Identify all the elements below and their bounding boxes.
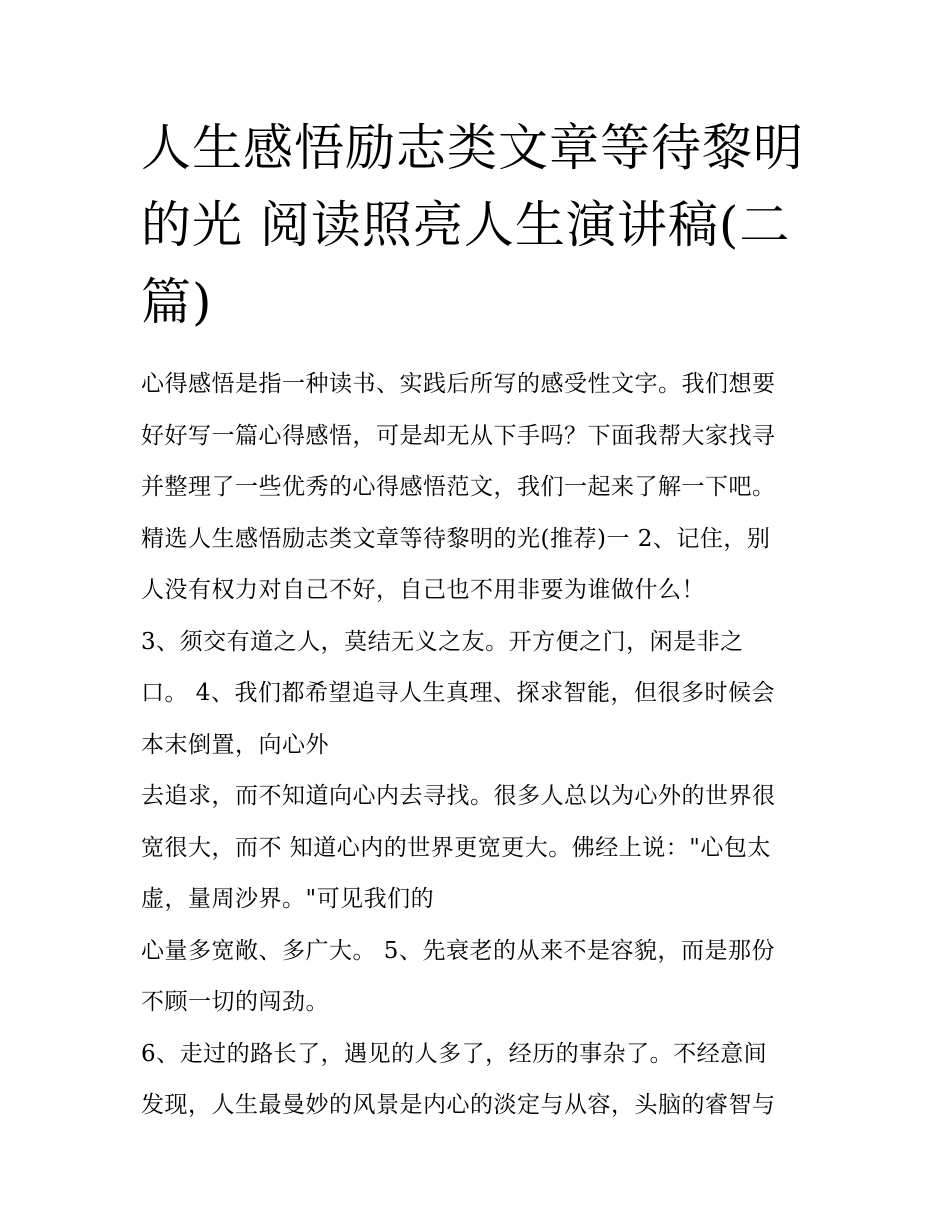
document-body <box>141 359 821 1132</box>
body-line: 去追求，而不知道向心内去寻找。很多人总以为心外的世界很 <box>141 783 776 809</box>
body-line: 6、走过的路长了，遇见的人多了，经历的事杂了。不经意间 <box>141 1040 768 1067</box>
body-line: 心得感悟是指一种读书、实践后所写的感受性文字。我们想要 <box>141 371 776 397</box>
document-title: 人生感悟励志类文章等待黎明 的光 阅读照亮人生演讲稿(二 篇) <box>141 119 804 331</box>
body-line: 3、须交有道之人，莫结无义之友。开方便之门，闲是非之 <box>141 628 744 655</box>
body-line: 虚，量周沙界。"可见我们的 <box>141 886 435 912</box>
document-page <box>141 110 821 1132</box>
body-line: 精选人生感悟励志类文章等待黎明的光(推荐)一 2、记住，别 <box>141 525 771 552</box>
body-line: 发现，人生最曼妙的风景是内心的淡定与从容，头脑的睿智与 <box>141 1092 776 1118</box>
body-line: 好好写一篇心得感悟，可是却无从下手吗？下面我帮大家找寻 <box>141 422 776 449</box>
body-line: 宽很大，而不 知道心内的世界更宽更大。佛经上说："心包太 <box>141 834 771 861</box>
body-line: 人没有权力对自己不好，自己也不用非要为谁做什么！ <box>141 577 705 603</box>
body-line: 心量多宽敞、多广大。 5、先衰老的从来不是容貌，而是那份 <box>141 937 775 964</box>
body-line: 并整理了一些优秀的心得感悟范文，我们一起来了解一下吧。 <box>141 474 776 500</box>
body-line: 口。 4、我们都希望追寻人生真理、探求智能，但很多时候会 <box>141 680 775 706</box>
body-line: 不顾一切的闯劲。 <box>141 989 329 1015</box>
body-line: 本末倒置，向心外 <box>141 731 329 758</box>
